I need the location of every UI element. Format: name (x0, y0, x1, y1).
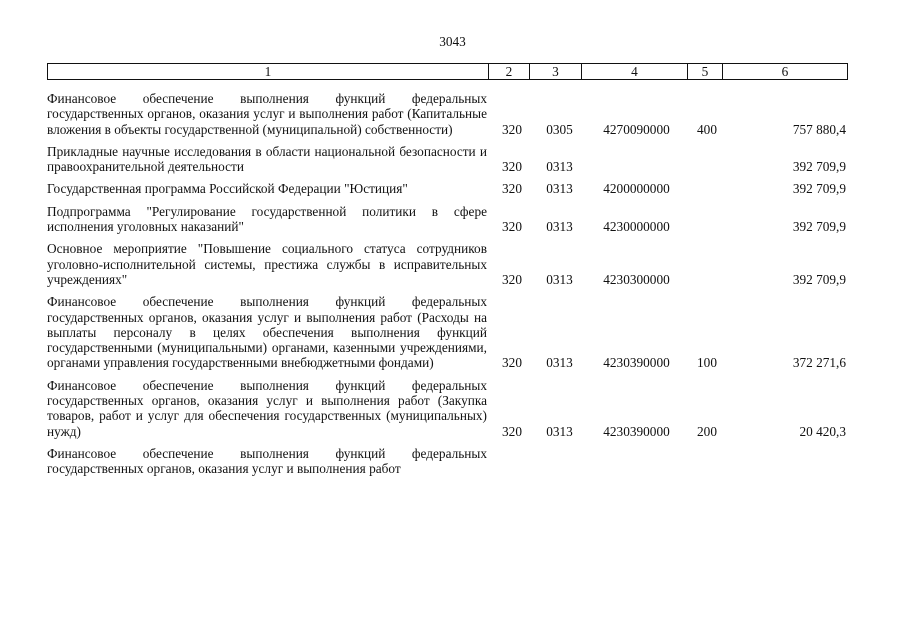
row-section-code: 0313 (546, 271, 573, 287)
row-ministry-code: 320 (502, 159, 522, 175)
row-amount: 392 709,9 (792, 271, 846, 287)
row-description: Прикладные научные исследования в области национальной безопасности и правоохранительной деятельности (47, 143, 487, 175)
table-row (47, 294, 848, 370)
row-description: Основное мероприятие "Повышение социального статуса сотрудников уголовно-исполнительной системы, престижа службы в исправительных учреждениях" (47, 241, 487, 287)
row-amount: 392 709,9 (792, 159, 846, 175)
row-description: Финансовое обеспечение выполнения функций федеральных государственных органов, оказания услуг и выполнения работ (47, 445, 487, 477)
row-description: Подпрограмма "Регулирование государственной политики в сфере исполнения уголовных наказаний" (47, 203, 487, 235)
row-ministry-code: 320 (502, 423, 522, 439)
row-section-code: 0313 (546, 423, 573, 439)
row-target-code: 4230000000 (603, 219, 670, 235)
row-ministry-code: 320 (502, 355, 522, 371)
row-ministry-code: 320 (502, 181, 522, 197)
row-description: Финансовое обеспечение выполнения функций федеральных государственных органов, оказания услуг и выполнения работ (Расходы на выплаты персоналу в целях обеспечения выполнения функций государственными (муниципальными) органами, казенными учреждениями, органами управления государственными внебюджетными фондами) (47, 294, 487, 371)
row-expense-type: 200 (697, 423, 717, 439)
row-section-code: 0313 (546, 219, 573, 235)
row-amount: 392 709,9 (792, 219, 846, 235)
header-col-4: 4 (582, 64, 688, 79)
row-amount: 20 420,3 (799, 423, 846, 439)
row-amount: 757 880,4 (792, 121, 846, 137)
row-expense-type: 400 (697, 121, 717, 137)
header-col-1: 1 (48, 64, 489, 79)
row-description: Финансовое обеспечение выполнения функций федеральных государственных органов, оказания услуг и выполнения работ (Капитальные вложения в объекты государственной (муниципальной) собственности) (47, 91, 487, 137)
table-row (47, 378, 848, 439)
table-row (47, 204, 848, 235)
row-ministry-code: 320 (502, 271, 522, 287)
row-section-code: 0313 (546, 159, 573, 175)
row-ministry-code: 320 (502, 219, 522, 235)
row-ministry-code: 320 (502, 121, 522, 137)
row-amount: 392 709,9 (792, 181, 846, 197)
table-header (47, 63, 848, 80)
table-row (47, 241, 848, 287)
row-target-code: 4230300000 (603, 271, 670, 287)
row-section-code: 0313 (546, 355, 573, 371)
header-col-5: 5 (688, 64, 723, 79)
row-section-code: 0305 (546, 121, 573, 137)
row-target-code: 4270090000 (603, 121, 670, 137)
row-description: Государственная программа Российской Федерации "Юстиция" (47, 181, 408, 197)
row-description: Финансовое обеспечение выполнения функций федеральных государственных органов, оказания услуг и выполнения работ (Закупка товаров, работ и услуг для обеспечения государственных (муниципальных) нужд) (47, 377, 487, 439)
page-number: 3043 (439, 34, 466, 49)
table-row (47, 181, 848, 196)
table-row (47, 91, 848, 137)
header-col-3: 3 (530, 64, 582, 79)
header-col-2: 2 (489, 64, 530, 79)
row-expense-type: 100 (697, 355, 717, 371)
row-target-code: 4200000000 (603, 181, 670, 197)
row-section-code: 0313 (546, 181, 573, 197)
row-amount: 372 271,6 (792, 355, 846, 371)
row-target-code: 4230390000 (603, 355, 670, 371)
table-body (47, 91, 848, 484)
row-target-code: 4230390000 (603, 423, 670, 439)
header-col-6: 6 (781, 64, 789, 79)
table-row (47, 446, 848, 477)
table-row (47, 144, 848, 175)
